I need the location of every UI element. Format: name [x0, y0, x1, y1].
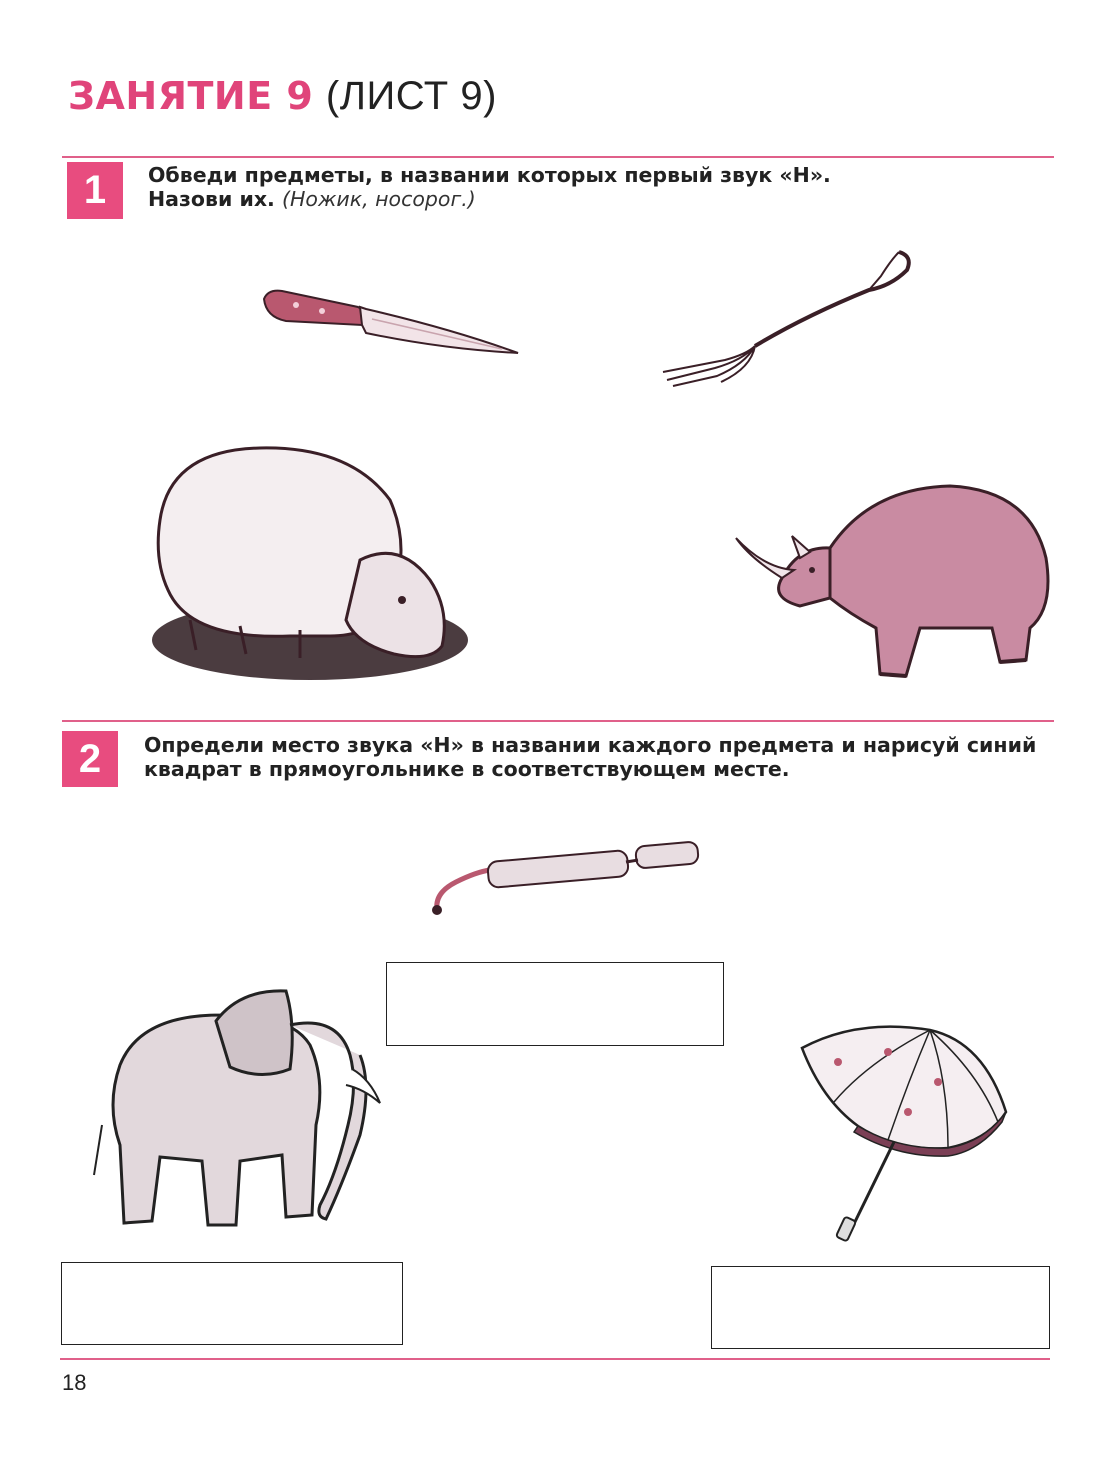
elephant-picture[interactable] — [90, 985, 385, 1240]
task1-divider — [62, 156, 1054, 158]
pump-picture[interactable] — [430, 838, 705, 918]
answer-box-elephant[interactable] — [61, 1262, 403, 1345]
task1-instruction-bold: Назови их. — [148, 187, 275, 211]
task2-instruction — [144, 733, 1036, 781]
rhino-picture[interactable] — [730, 478, 1055, 693]
task1-number-badge: 1 — [67, 162, 123, 219]
task2-number-badge: 2 — [62, 731, 118, 787]
knife-picture[interactable] — [262, 285, 524, 365]
footer-divider — [60, 1358, 1050, 1360]
answer-box-umbrella[interactable] — [711, 1266, 1050, 1349]
answer-box-pump[interactable] — [386, 962, 724, 1046]
hippo-picture[interactable] — [150, 440, 475, 690]
task1-instruction — [148, 163, 831, 211]
umbrella-picture[interactable] — [798, 1022, 1010, 1244]
task1-answer-hint: (Ножик, носорог.) — [281, 187, 476, 211]
task2-instruction-line2: квадрат в прямоугольнике в соответствующем месте. — [144, 757, 790, 781]
task2-divider — [62, 720, 1054, 722]
lesson-subtitle: (ЛИСТ 9) — [325, 74, 497, 118]
page-number: 18 — [62, 1370, 87, 1395]
fork-picture[interactable] — [655, 246, 917, 391]
task1-instruction-line1: Обведи предметы, в названии которых первый звук «Н». — [148, 163, 831, 187]
page-title — [68, 72, 497, 120]
task1-instruction-line2 — [148, 187, 831, 211]
task2-instruction-line1: Определи место звука «Н» в названии каждого предмета и нарисуй синий — [144, 733, 1037, 757]
lesson-title: ЗАНЯТИЕ 9 — [68, 74, 314, 118]
